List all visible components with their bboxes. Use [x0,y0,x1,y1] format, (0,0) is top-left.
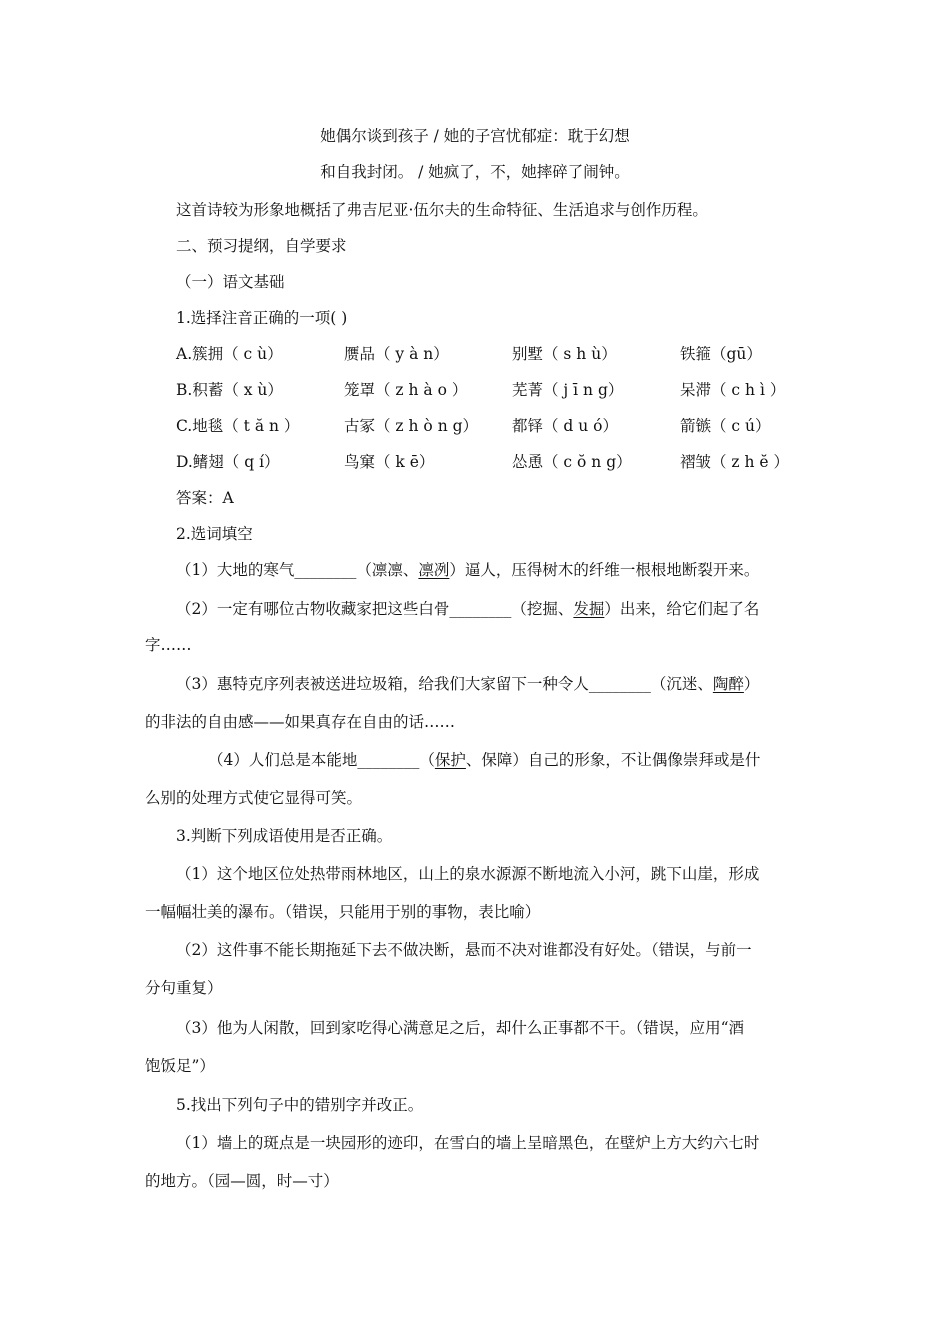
fill-item-3 [176,673,759,695]
option-d-2: 鸟窠（ k ē） [344,453,435,471]
fill-item-1-pre: （1）大地的寒气________（凛凛、 [176,561,419,579]
fill-item-4-continuation: 么别的处理方式使它显得可笑。 [145,789,363,807]
typo-item-1-line-1: （1）墙上的斑点是一块园形的迹印，在雪白的墙上呈暗黑色，在壁炉上方大约六七时 [176,1134,760,1152]
fill-item-2-pre: （2）一定有哪位古物收藏家把这些白骨________（挖掘、 [176,600,574,618]
option-d-4: 褶皱（ z h ĕ ） [680,453,790,471]
fill-item-1-post: ）逼人，压得树木的纤维一根根地断裂开来。 [449,561,760,579]
option-c-2: 古冢（ z h ò n g） [344,417,479,435]
section-heading: 二、预习提纲，自学要求 [176,237,347,255]
option-c-3: 都铎（ d u ó） [512,417,619,435]
fill-item-4-post: 、保障）自己的形象，不让偶像崇拜或是什 [465,751,761,769]
question-2-prompt: 2.选词填空 [176,525,253,543]
poem-line-1: 她偶尔谈到孩子 / 她的子宫忧郁症：耽于幻想 [320,127,630,145]
fill-item-3-pre: （3）惠特克序列表被送进垃圾箱，给我们大家留下一种令人________（沉迷、 [176,675,713,693]
option-b-1: B.积蓄（ x ù） [176,381,283,399]
summary-paragraph: 这首诗较为形象地概括了弗吉尼亚·伍尔夫的生命特征、生活追求与创作历程。 [176,201,708,219]
typo-item-1-line-2: 的地方。（园—圆，时—寸） [145,1172,339,1190]
fill-item-4-answer: 保护 [434,751,466,769]
fill-item-1 [176,559,759,581]
judge-item-2-line-1: （2）这件事不能长期拖延下去不做决断，悬而不决对谁都没有好处。（错误，与前一 [176,941,752,959]
fill-item-4-pre: （4）人们总是本能地________（ [208,751,435,769]
option-a-1: A.簇拥（ c ù） [176,345,283,363]
fill-item-2-continuation: 字…… [145,636,192,654]
poem-line-2: 和自我封闭。 / 她疯了，不，她摔碎了闹钟。 [320,163,630,181]
option-d-3: 怂恿（ c ŏ n g） [512,453,632,471]
option-c-4: 箭镞（ c ú） [680,417,771,435]
fill-item-3-post: ） [743,675,760,693]
judge-item-3-line-1: （3）他为人闲散，回到家吃得心满意足之后，却什么正事都不干。（错误，应用“酒 [176,1019,745,1037]
fill-item-3-answer: 陶醉 [712,675,744,693]
option-b-2: 笼罩（ z h à o ） [344,381,468,399]
question-1-prompt: 1.选择注音正确的一项( ) [176,309,348,327]
option-a-4: 铁箍（gū） [680,345,762,363]
option-d-1: D.鳍翅（ q í） [176,453,280,471]
judge-item-2-line-2: 分句重复） [145,979,223,997]
fill-item-3-continuation: 的非法的自由感——如果真存在自由的话…… [145,713,456,731]
question-1-answer: 答案：A [176,489,234,507]
fill-item-2 [176,598,759,620]
fill-item-4 [208,749,760,771]
subsection-heading: （一）语文基础 [176,273,285,291]
question-5-prompt: 5.找出下列句子中的错别字并改正。 [176,1096,424,1114]
option-b-3: 芜菁（ j ī n g） [512,381,624,399]
judge-item-1-line-1: （1）这个地区位处热带雨林地区，山上的泉水源源不断地流入小河，跳下山崖，形成 [176,865,760,883]
fill-item-2-post: ）出来，给它们起了名 [604,600,760,618]
option-a-3: 别墅（ s h ù） [512,345,617,363]
judge-item-3-line-2: 饱饭足”） [145,1057,215,1075]
option-c-1: C.地毯（ t ă n ） [176,417,300,435]
judge-item-1-line-2: 一幅幅壮美的瀑布。（错误，只能用于别的事物，表比喻） [145,903,541,921]
fill-item-1-answer: 凛冽 [418,561,450,579]
option-b-4: 呆滞（ c h ì ） [680,381,786,399]
question-3-prompt: 3.判断下列成语使用是否正确。 [176,827,393,845]
option-a-2: 赝品（ y à n） [344,345,449,363]
fill-item-2-answer: 发掘 [573,600,605,618]
